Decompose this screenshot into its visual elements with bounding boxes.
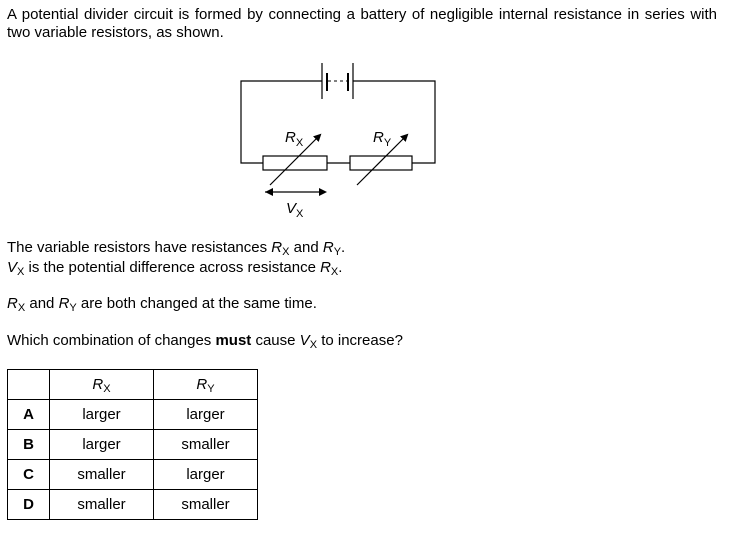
table-header-row [8,370,258,400]
circuit-wires [241,81,435,163]
which-combination-question: Which combination of changes must cause $V_X$ to increase? [7,332,403,351]
option-rx-change: larger [50,430,154,460]
option-ry-change: smaller [154,490,258,520]
option-rx-change: smaller [50,460,154,490]
label-rx: $R_X$ [285,129,304,149]
answer-options-table [7,369,258,520]
option-ry-change: larger [154,460,258,490]
header-blank-cell [8,370,50,400]
vx-definition-sentence: $V_X$ is the potential difference across resistance $R_X$. [7,259,343,278]
changed-sentence: $R_X$ and $R_Y$ are both changed at the same time. [7,295,317,314]
header-ry: $R_Y$ [154,370,258,400]
option-rx-change: smaller [50,490,154,520]
header-rx: $R_X$ [50,370,154,400]
option-letter[interactable]: D [8,490,50,520]
option-letter[interactable]: B [8,430,50,460]
label-ry: $R_Y$ [373,129,392,149]
option-letter[interactable]: C [8,460,50,490]
option-ry-change: smaller [154,430,258,460]
question-intro: A potential divider circuit is formed by connecting a battery of negligible internal resistance in series with two variable resistors, as shown. [7,6,717,41]
potential-divider-circuit-diagram [230,55,445,225]
option-ry-change: larger [154,400,258,430]
option-letter[interactable]: A [8,400,50,430]
table-row[interactable] [8,400,258,430]
resistances-sentence: The variable resistors have resistances $R_X$ and $R_Y$. [7,239,346,258]
table-row[interactable] [8,490,258,520]
vx-double-arrow [265,188,325,196]
table-row[interactable] [8,460,258,490]
label-vx: $V_X$ [286,200,304,220]
option-rx-change: larger [50,400,154,430]
table-row[interactable] [8,430,258,460]
battery-symbol [322,63,353,99]
